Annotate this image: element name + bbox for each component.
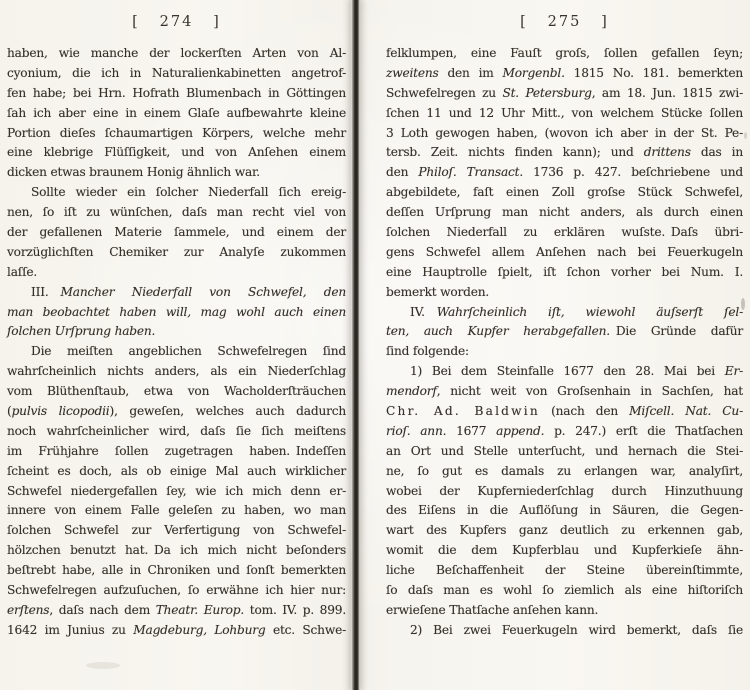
text-segment: vorzüglichſten Chemiker zur Analyſe zukommen — [7, 244, 346, 259]
text-line — [7, 362, 346, 382]
scan-speck — [744, 132, 747, 139]
text-segment: 1677 — [446, 423, 497, 438]
text-segment: hölzchen benutzt hat. Da ich mich nicht beſonders — [7, 543, 346, 558]
text-segment: im Frühjahre ſollen zugetragen haben. Indeſſen — [7, 443, 346, 458]
text-segment: eine Hauptrolle ſpielt, iſt ſchon vorher bei Num. I. — [386, 264, 743, 279]
scan-speck — [741, 298, 745, 310]
text-segment: ſo daſs man es wohl ſo ziemlich als eine hiſtoriſch — [386, 583, 743, 598]
text-line — [7, 84, 346, 104]
left-page-text — [7, 44, 346, 641]
text-segment: ſind folgende: — [386, 344, 469, 359]
text-line — [386, 283, 743, 303]
text-segment: erſtens — [7, 602, 50, 617]
text-line — [386, 501, 743, 521]
book-gutter-shadow — [351, 0, 360, 690]
text-segment: 2) Bei zwei Feuerkugeln wird bemerkt, daſs ſie — [410, 622, 743, 637]
text-segment: ſah ich aber eine in einem Glaſe aufbewahrte kleine — [7, 105, 346, 120]
text-line — [386, 561, 743, 581]
text-segment: das in — [690, 145, 743, 160]
text-segment: 1815 No. 181. bemerkten — [564, 65, 744, 80]
text-segment: , daſs nach dem — [49, 602, 156, 617]
scan-smudge — [86, 662, 120, 669]
text-line — [7, 342, 346, 362]
text-segment: (nach den — [539, 404, 630, 419]
text-line — [7, 521, 346, 541]
text-segment: gens Schwefel allem Anſehen nach bei Feuerkugeln — [386, 244, 743, 259]
text-segment: felklumpen, eine Fauſt groſs, ſollen gefallen ſeyn; — [386, 46, 743, 60]
text-segment: den im — [438, 65, 503, 80]
text-line — [7, 581, 346, 601]
text-segment: p. 247.) erſt die Thatſachen — [544, 423, 743, 438]
text-segment: wahrſcheinlich nichts anders, als ein Niederſchlag — [7, 364, 346, 379]
text-line — [386, 601, 743, 621]
text-line — [7, 104, 346, 124]
text-segment: Morgenbl. — [502, 65, 565, 80]
text-line — [386, 482, 743, 502]
text-segment: ( — [7, 404, 12, 419]
text-segment: man beobachtet haben will, mag wohl auch einen — [7, 304, 346, 319]
text-segment: ſolchen Urſprung haben. — [7, 324, 156, 339]
text-segment: bemerkt worden. — [386, 284, 490, 299]
text-segment: , nicht weit von Groſsenhain in Sachſen, hat — [436, 384, 743, 399]
text-line — [386, 541, 743, 561]
text-line — [386, 521, 743, 541]
text-segment: den — [386, 165, 419, 180]
text-segment: Die meiſten angeblichen Schwefelregen ſind — [31, 344, 346, 359]
text-line — [7, 283, 346, 303]
text-line — [7, 442, 346, 462]
left-page-number: [ 274 ] — [132, 14, 221, 30]
text-segment: haben, wie manche der lockerſten Arten von Al- — [7, 46, 346, 60]
text-segment: Die Gründe dafür — [609, 324, 744, 339]
text-segment: dicken etwas braunem Honig ähnlich war. — [7, 165, 260, 180]
text-line — [7, 183, 346, 203]
right-page — [386, 14, 743, 641]
text-line — [7, 322, 346, 342]
text-segment: womit die dem Kupferblau und Kupferkieſe ähn- — [386, 543, 743, 558]
text-segment: ſcheint es doch, als ob einige Mal auch wirklicher — [7, 463, 346, 478]
text-line — [386, 84, 743, 104]
text-line — [7, 422, 346, 442]
text-segment: wobei der Kupferniederſchlag durch Hinzuthuung — [386, 483, 743, 498]
text-segment: Sollte wieder ein ſolcher Niederfall ſich ereig- — [31, 185, 346, 200]
text-line — [7, 541, 346, 561]
text-segment: Philoſ. Transact. — [418, 165, 524, 180]
text-segment: tom. IV. p. 899. — [244, 602, 346, 617]
text-line — [7, 124, 346, 144]
text-line — [7, 402, 346, 422]
text-segment: 1736 p. 427. beſchriebene und — [523, 165, 743, 180]
text-segment: wart des Kupfers ganz deutlich zu erkennen gab, — [386, 523, 743, 538]
text-line — [7, 501, 346, 521]
text-line — [386, 442, 743, 462]
text-line — [7, 482, 346, 502]
text-segment: etc. Schwe- — [265, 622, 346, 637]
text-segment: ſolchen Schwefel zur Verfertigung von Schwefel- — [7, 523, 346, 538]
text-segment: erwieſene Thatſache anſehen kann. — [386, 602, 599, 617]
text-line — [386, 581, 743, 601]
text-line — [386, 44, 743, 64]
text-line — [386, 203, 743, 223]
text-line — [386, 124, 743, 144]
text-segment: 3 Loth gewogen haben, (wovon ich aber in der St. Pe- — [386, 125, 743, 140]
text-segment: ne, ſo gut es damals zu erlangen war, analyſirt, — [386, 463, 743, 478]
text-line — [7, 621, 346, 641]
text-segment: , am 18. Jun. 1815 zwi- — [591, 85, 744, 100]
text-segment: noch wahrſcheinlicher wird, daſs ſie ſich meiſtens — [7, 423, 346, 438]
text-line — [7, 64, 346, 84]
text-line — [7, 462, 346, 482]
text-segment: drittens — [643, 145, 691, 160]
text-line — [386, 243, 743, 263]
right-page-text — [386, 44, 743, 641]
text-segment: Mancher Niederfall von Schwefel, den — [60, 284, 346, 299]
text-segment: rioſ. ann. — [386, 423, 447, 438]
text-line — [7, 561, 346, 581]
text-segment: ſchen 11 und 12 Uhr Mitt., von welchem Stücke ſollen — [386, 105, 743, 120]
text-line — [386, 462, 743, 482]
left-page — [7, 14, 346, 641]
text-segment: cyonium, die ich in Naturalienkabinetten angetrof- — [7, 65, 346, 80]
text-segment: Er- — [724, 364, 743, 379]
text-line — [7, 203, 346, 223]
text-segment: des Eiſens in die Auflöſung in Säuren, die Gegen- — [386, 503, 743, 518]
text-line — [386, 143, 743, 163]
text-line — [7, 223, 346, 243]
text-line — [386, 422, 743, 442]
text-line — [386, 223, 743, 243]
text-segment: Portion dieſes ſchaumartigen Körpers, welche mehr — [7, 125, 346, 140]
text-line — [386, 621, 743, 641]
text-segment: pulvis licopodii — [11, 404, 110, 419]
text-segment: Schwefelregen zu — [386, 85, 503, 100]
text-segment: 1642 im Junius zu — [7, 622, 134, 637]
text-line — [386, 163, 743, 183]
text-segment: Schwefelregen aufzuſuchen, ſo erwähne ich hier nur: — [7, 583, 346, 598]
text-line — [386, 402, 743, 422]
text-line — [7, 143, 346, 163]
text-line — [386, 362, 743, 382]
text-line — [7, 263, 346, 283]
text-segment: Miſcell. Nat. Cu- — [629, 404, 743, 419]
text-line — [386, 303, 743, 323]
text-line — [386, 263, 743, 283]
text-line — [386, 342, 743, 362]
text-line — [7, 163, 346, 183]
text-segment: ), geweſen, welches auch dadurch — [109, 404, 346, 419]
text-segment: nen, ſo iſt zu wünſchen, daſs man recht viel von — [7, 205, 346, 220]
text-segment: Theatr. Europ. — [155, 602, 245, 617]
text-segment: ten, auch Kupfer herabgefallen. — [386, 324, 610, 339]
text-segment: Magdeburg, Lohburg — [133, 622, 266, 637]
text-segment: vom Blüthenſtaub, etwa von Wacholderſträuchen — [7, 384, 346, 399]
text-line — [7, 382, 346, 402]
text-segment: append. — [496, 423, 545, 438]
text-segment: III. — [31, 284, 61, 299]
text-segment: Chr. Ad. Baldwin — [386, 404, 540, 419]
text-segment: an Ort und Stelle unterſucht, und hernach die Stei- — [386, 443, 743, 458]
text-line — [7, 303, 346, 323]
text-segment: eine klebrige Flüſſigkeit, und von Anſehen einem — [7, 145, 346, 160]
text-line — [386, 382, 743, 402]
text-segment: fen habe; bei Hrn. Hofrath Blumenbach in Göttingen — [7, 85, 346, 100]
text-segment: zweitens — [386, 65, 439, 80]
text-segment: mendorf — [386, 384, 437, 399]
text-line — [7, 601, 346, 621]
text-line — [386, 322, 743, 342]
text-segment: laſſe. — [7, 264, 38, 279]
text-segment: innere von einem Falle geleſen zu haben, wo man — [7, 503, 346, 518]
text-segment: tersb. Zeit. nichts finden kann); und — [386, 145, 644, 160]
text-segment: ſolchen Niederfall zu erklären wuſste. Daſs übri- — [386, 225, 743, 240]
text-line — [386, 64, 743, 84]
text-segment: St. Petersburg — [502, 85, 592, 100]
text-line — [386, 104, 743, 124]
text-line — [7, 44, 346, 64]
text-segment: beſtrebt habe, alle in Chroniken und ſonſt bemerkten — [7, 563, 346, 578]
text-segment: IV. — [410, 304, 437, 319]
text-segment: Wahrſcheinlich iſt, wiewohl äuſserſt ſel- — [436, 304, 743, 319]
text-segment: Schwefel niedergefallen ſey, wie ich mich denn er- — [7, 483, 346, 498]
text-segment: abgebildete, faſt einen Zoll groſse Stück Schwefel, — [386, 185, 743, 200]
text-segment: liche Beſchaffenheit der Steine übereinſtimmte, — [386, 563, 743, 578]
text-line — [386, 183, 743, 203]
text-segment: deſſen Urſprung man nicht anders, als durch einen — [386, 205, 743, 220]
text-line — [7, 243, 346, 263]
text-segment: 1) Bei dem Steinfalle 1677 den 28. Mai bei — [410, 364, 725, 379]
right-page-number: [ 275 ] — [520, 14, 609, 30]
text-segment: der gefallenen Materie ſammele, und einem der — [7, 225, 346, 240]
